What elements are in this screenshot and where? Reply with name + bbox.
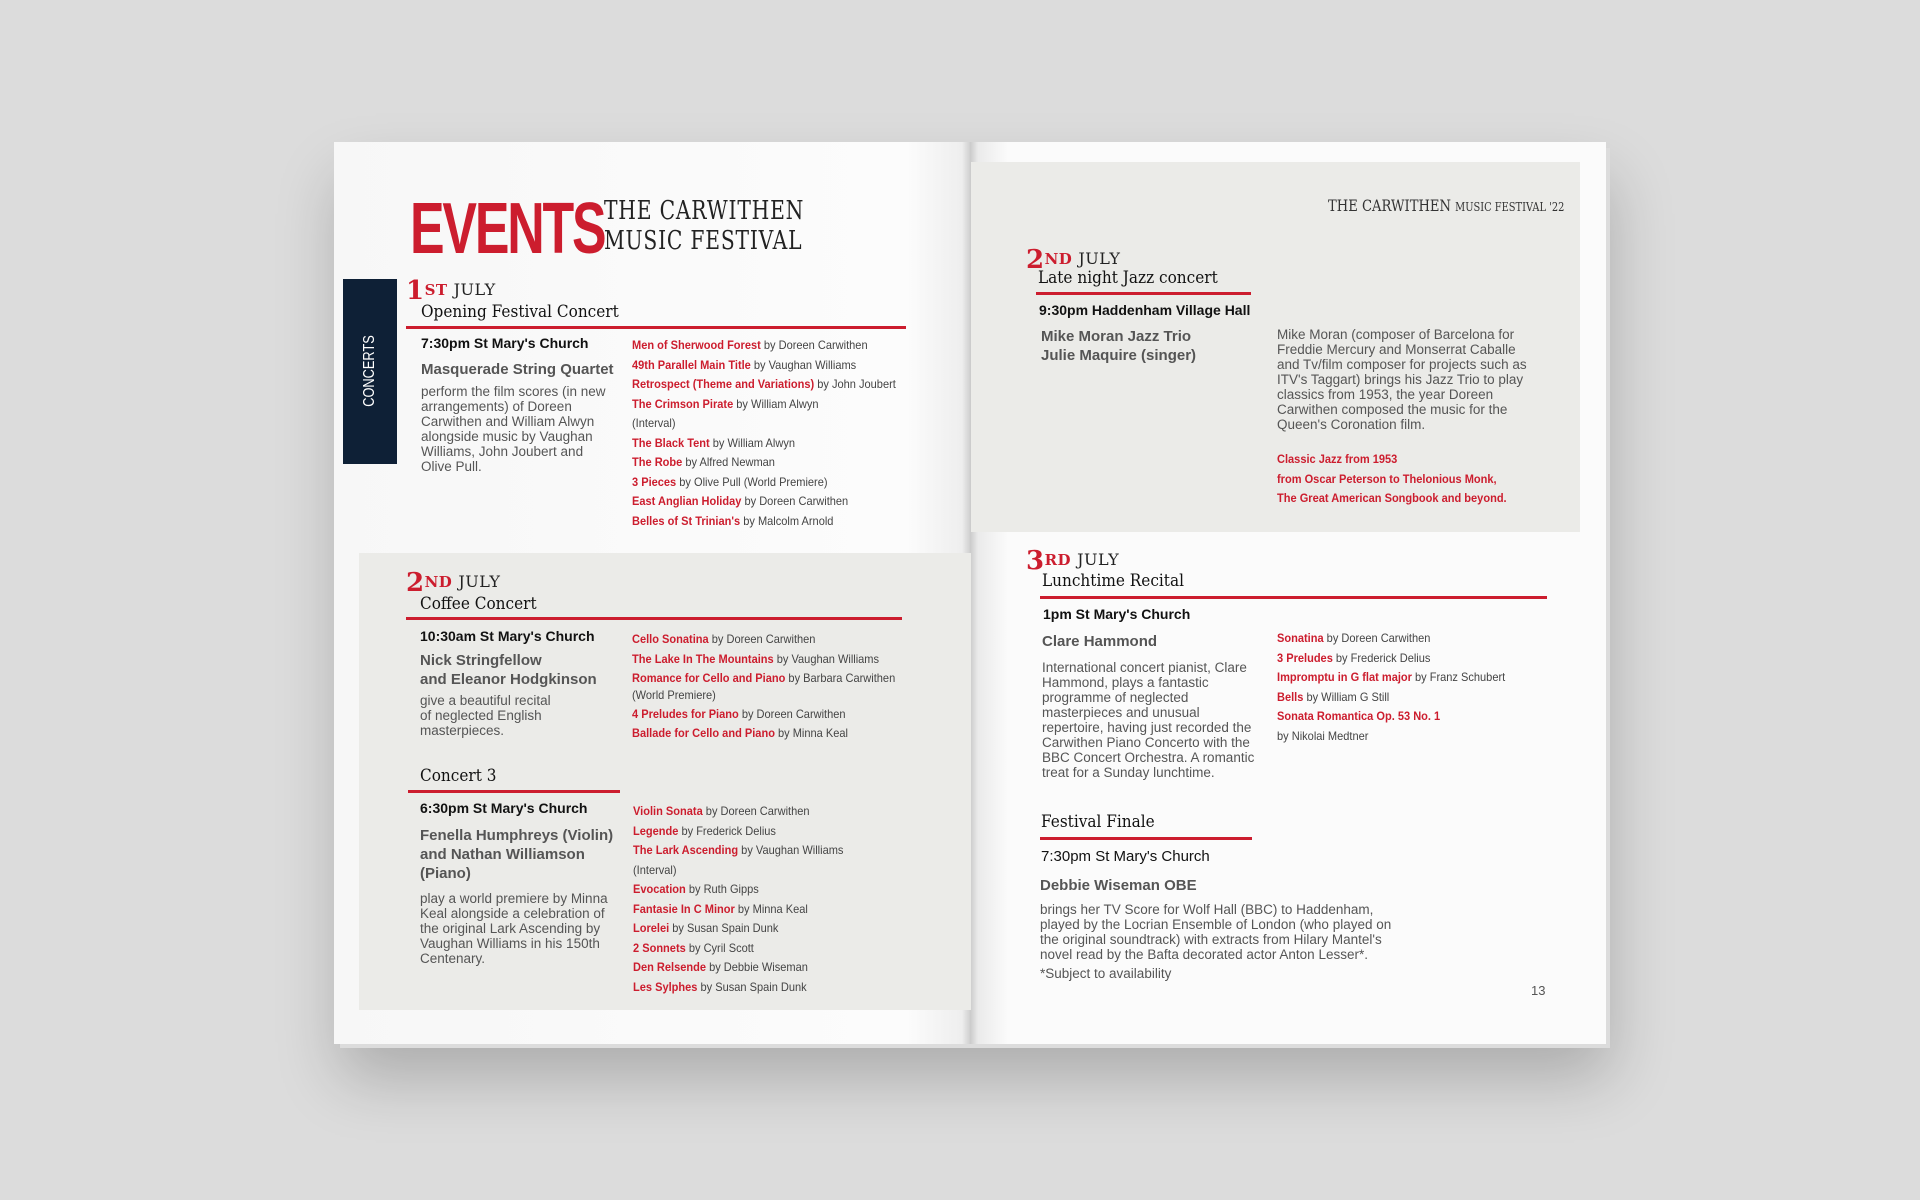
date-month: JULY [458,572,501,591]
event-programme [632,336,896,531]
programme-item [632,512,896,532]
programme-item [633,958,843,978]
composer: by Vaughan Williams [738,843,844,857]
programme-item [632,336,896,356]
date-day-number: 1 [406,276,425,306]
piece-title: Sonatina [1277,631,1324,645]
highlight-line: Classic Jazz from 1953 [1277,452,1398,466]
piece-title: Den Relsende [633,960,707,974]
event-performer: Clare Hammond [1042,633,1158,650]
piece-title: Evocation [633,882,686,896]
programme-item [632,453,896,473]
composer: by William Alwyn [709,435,795,450]
piece-title: Retrospect (Theme and Variations) [632,377,815,391]
date-month: JULY [1077,550,1120,569]
event-rule [1036,292,1251,295]
composer: by Doreen Carwithen [741,494,849,508]
piece-title: 49th Parallel Main Title [632,357,751,372]
composer: by Doreen Carwithen [738,706,846,721]
composer: by William G Still [1303,689,1390,704]
concerts-tab-label: CONCERTS [361,335,378,407]
piece-title: Legende [633,823,679,838]
event-description: perform the film scores (in new arrangements) of Doreen Carwithen and William Alwyn alongside music by Vaughan Williams, John Joubert and Olive Pull. [421,384,606,474]
event-time-venue: 6:30pm St Mary's Church [420,800,588,816]
programme-item [633,900,843,920]
event-time-venue: 9:30pm Haddenham Village Hall [1039,302,1251,318]
running-head [1328,196,1564,215]
programme-item [1277,707,1505,727]
date-month: JULY [1078,249,1121,268]
programme-item [632,434,896,454]
programme-item [632,375,896,395]
piece-title: Bells [1277,689,1304,704]
piece-title: Belles of St Trinian's [632,513,741,528]
event-description: give a beautiful recital of neglected English masterpieces. [420,693,551,738]
programme-item [633,841,843,861]
event-description: International concert pianist, Clare Hammond, plays a fantastic programme of neglected masterpieces and unusual repertoire, having just recorded the Carwithen Piano Concerto with the BBC Concert Orchestra. A romantic treat for a Sunday lunchtime. [1042,660,1255,780]
piece-title: Violin Sonata [633,804,703,818]
programme-item [633,919,843,939]
premiere-note: (World Premiere) [632,687,716,702]
piece-title: Lorelei [633,921,670,935]
composer: by Doreen Carwithen [760,338,868,352]
composer: by Susan Spain Dunk [669,921,779,935]
piece-title: The Robe [632,455,683,469]
piece-title: Cello Sonatina [632,632,709,646]
composer: by Doreen Carwithen [702,804,810,818]
composer: by Cyril Scott [685,940,754,955]
performer-line: Julie Maquire (singer) [1041,347,1197,364]
programme-item [633,802,843,822]
programme-item [632,724,895,744]
composer: by Nikolai Medtner [1277,728,1369,743]
piece-title: The Lake In The Mountains [632,651,774,666]
event-performer: Fenella Humphreys (Violin) and Nathan Williamson (Piano) [420,827,614,882]
event-time-venue: 7:30pm St Mary's Church [1041,848,1210,865]
composer: by Debbie Wiseman [706,960,808,974]
programme-item [632,630,895,650]
programme-item [633,822,843,842]
piece-title: 3 Pieces [632,474,677,489]
date-day-suffix: RD [1044,551,1072,569]
piece-title: The Lark Ascending [633,843,739,857]
piece-title: Sonata Romantica Op. 53 No. 1 [1277,709,1441,723]
programme-item [1277,688,1505,708]
composer: by Franz Schubert [1411,670,1506,684]
composer: by Minna Keal [774,726,848,740]
performer-line: Mike Moran Jazz Trio [1041,328,1192,345]
composer: by Susan Spain Dunk [697,979,807,994]
programme-item [632,669,895,689]
programme-item [632,689,895,702]
programme-item [633,861,843,881]
event-highlight [1277,450,1507,509]
event-description: Mike Moran (composer of Barcelona for Freddie Mercury and Monserrat Caballe and Tv/film composer for projects such as ITV's Taggart) brings his Jazz Trio to play classics from 1953, the year Doreen Carwithen composed the music for the Queen's Coronation film. [1277,327,1527,432]
piece-title: Men of Sherwood Forest [632,338,761,352]
event-time-venue: 1pm St Mary's Church [1043,606,1191,622]
composer: by Minna Keal [734,901,808,916]
piece-title: 2 Sonnets [633,940,686,955]
programme-item [633,939,843,959]
composer: by Doreen Carwithen [1323,631,1431,645]
date-day-number: 2 [1026,245,1045,275]
festival-title-line1: THE CARWITHEN [604,196,805,226]
event-description: play a world premiere by Minna Keal alongside a celebration of the original Lark Ascending by Vaughan Williams in his 150th Centenary. [420,891,608,966]
highlight-line: The Great American Songbook and beyond. [1277,491,1507,505]
programme-item [1277,629,1505,649]
programme-item [632,356,896,376]
piece-title: 3 Preludes [1277,650,1333,665]
date-day-number: 2 [406,568,425,598]
festival-title [604,196,804,256]
event-programme [1277,629,1505,746]
event-description: brings her TV Score for Wolf Hall (BBC) to Haddenham, played by the Locrian Ensemble of London (who played on the original soundtrack) with extracts from Hilary Mantel's novel read by the Bafta decorated actor Anton Lesser*. [1040,902,1392,962]
piece-title: Fantasie In C Minor [633,901,735,916]
date-day-suffix: ST [424,281,448,299]
programme-item [632,650,895,670]
date-day-number: 3 [1026,546,1045,576]
programme-item [632,414,896,434]
composer: by Alfred Newman [682,455,775,469]
date-day-suffix: ND [424,573,453,591]
event-title: Late night Jazz concert [1038,268,1218,288]
event-programme [633,802,843,997]
event-title: Opening Festival Concert [421,302,619,322]
date-month: JULY [453,280,496,299]
event-rule [1040,837,1252,840]
interval-note: (Interval) [633,862,677,877]
event-title: Lunchtime Recital [1042,571,1184,591]
composer: by Frederick Delius [678,823,776,838]
programme-item [633,978,843,998]
programme-item [1277,649,1505,669]
composer: by Malcolm Arnold [740,513,834,528]
page-number: 13 [1531,983,1546,998]
composer: by Frederick Delius [1332,650,1431,665]
event-rule [1040,596,1547,599]
event-title: Festival Finale [1041,812,1155,832]
performer-line: Nick Stringfellow [420,652,542,669]
piece-title: Romance for Cello and Piano [632,671,786,685]
piece-title: 4 Preludes for Piano [632,706,739,721]
events-heading: EVENTS [410,189,605,269]
composer: by Doreen Carwithen [708,632,816,646]
piece-title: East Anglian Holiday [632,494,742,508]
festival-title-line2: MUSIC FESTIVAL [604,226,803,256]
performer-line: and Eleanor Hodgkinson [420,671,597,688]
event-title: Concert 3 [420,766,497,786]
event-rule [406,326,906,329]
event-performer: Debbie Wiseman OBE [1040,877,1197,894]
composer: by Ruth Gipps [685,882,759,896]
composer: by Olive Pull (World Premiere) [676,474,828,489]
event-programme [632,630,895,744]
composer: by Vaughan Williams [750,357,857,372]
event-rule [408,790,620,793]
event-time-venue: 10:30am St Mary's Church [420,628,595,644]
event-title: Coffee Concert [420,594,537,614]
date-day-suffix: ND [1044,250,1073,268]
interval-note: (Interval) [632,416,676,430]
composer: by Vaughan Williams [773,651,880,666]
piece-title: Impromptu in G flat major [1277,670,1412,684]
programme-item [632,492,896,512]
event-performer [1041,327,1251,365]
composer: by John Joubert [814,377,896,391]
programme-item [633,880,843,900]
piece-title: Ballade for Cello and Piano [632,726,775,740]
piece-title: Les Sylphes [633,979,698,994]
composer: by William Alwyn [733,396,819,411]
event-rule [406,617,902,620]
piece-title: The Black Tent [632,435,710,450]
programme-item [632,473,896,493]
programme-item [632,705,895,725]
highlight-line: from Oscar Peterson to Thelonious Monk, [1277,471,1497,486]
event-performer [420,651,620,689]
running-head-sub: MUSIC FESTIVAL '22 [1455,200,1565,214]
programme-item [1277,727,1505,747]
event-time-venue: 7:30pm St Mary's Church [421,335,589,351]
programme-item [1277,668,1505,688]
composer: by Barbara Carwithen [785,671,896,685]
event-performer: Masquerade String Quartet [421,361,614,378]
running-head-main: THE CARWITHEN [1328,196,1451,215]
piece-title: The Crimson Pirate [632,396,734,411]
programme-item [632,395,896,415]
concerts-tab [343,279,397,464]
event-footnote: *Subject to availability [1040,966,1172,981]
